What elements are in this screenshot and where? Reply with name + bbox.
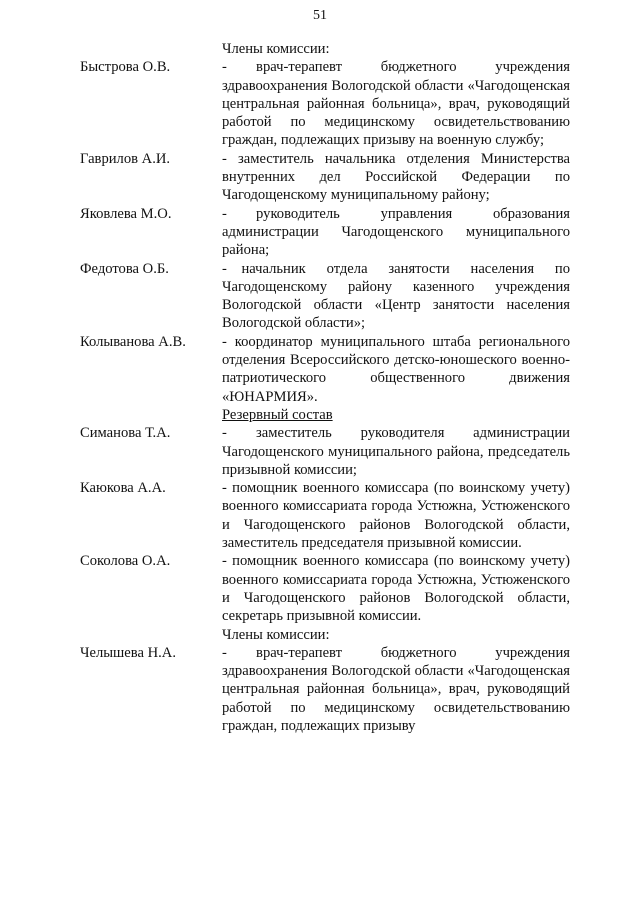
- member-entry: [80, 333, 570, 406]
- member-entry: [80, 644, 570, 735]
- member-entry: [80, 205, 570, 260]
- member-name: Гаврилов А.И.: [80, 150, 171, 167]
- section-heading: Члены комиссии:: [222, 41, 330, 57]
- member-name: Быстрова О.В.: [80, 59, 171, 76]
- member-description: - координатор муниципального штаба регионального отделения Всероссийского детско-юношеского военно-патриотического общественного движения «ЮНАРМИЯ».: [222, 333, 570, 405]
- section-heading-reserve: Резервный состав: [222, 406, 333, 423]
- member-name: Яковлева М.О.: [80, 205, 172, 222]
- section-reserve: [80, 406, 570, 626]
- member-description: - помощник военного комиссара (по воинскому учету) военного комиссариата города Устюжна, Устюженского и Чагодощенского районов Вологодской области, заместитель председателя призывной комиссии.: [222, 480, 570, 552]
- member-name: Соколова О.А.: [80, 553, 171, 570]
- member-name: Каюкова А.А.: [80, 480, 166, 497]
- member-entry: [80, 58, 570, 149]
- member-name: Колыванова А.В.: [80, 333, 186, 350]
- member-description: - заместитель руководителя администрации Чагодощенского муниципального района, председатель призывной комиссии;: [222, 425, 570, 478]
- member-description: - врач-терапевт бюджетного учреждения здравоохранения Вологодской области «Чагодощенская центральная районная больница», врач, руководящий работой по медицинскому освидетельствованию граждан, подлежащих призыву на военную службу;: [222, 59, 570, 149]
- member-description: - руководитель управления образования администрации Чагодощенского муниципального района;: [222, 205, 570, 259]
- member-description: - заместитель начальника отделения Министерства внутренних дел Российской Федерации по Чагодощенскому муниципальному району;: [222, 150, 570, 204]
- member-entry: [80, 260, 570, 333]
- member-description: - врач-терапевт бюджетного учреждения здравоохранения Вологодской области «Чагодощенская центральная районная больница», врач, руководящий работой по медицинскому освидетельствованию граждан, подлежащих призыву: [222, 644, 570, 734]
- member-description: - начальник отдела занятости населения по Чагодощенскому району казенного учреждения Вологодской области «Центр занятости населения Вологодской области»;: [222, 260, 570, 332]
- document-body: [80, 40, 570, 735]
- member-entry: [80, 552, 570, 625]
- member-entry: [80, 424, 570, 479]
- member-description: - помощник военного комиссара (по воинскому учету) военного комиссариата города Устюжна, Устюженского и Чагодощенского районов Вологодской области, секретарь призывной комиссии.: [222, 553, 570, 625]
- section-members-2: [80, 626, 570, 736]
- member-entry: [80, 150, 570, 205]
- section-heading: Члены комиссии:: [222, 626, 330, 643]
- page-number: 51: [313, 8, 327, 23]
- member-name: Симанова Т.А.: [80, 425, 171, 442]
- section-members-1: [80, 40, 570, 406]
- member-name: Федотова О.Б.: [80, 260, 169, 277]
- member-name: Челышева Н.А.: [80, 644, 176, 661]
- member-entry: [80, 479, 570, 552]
